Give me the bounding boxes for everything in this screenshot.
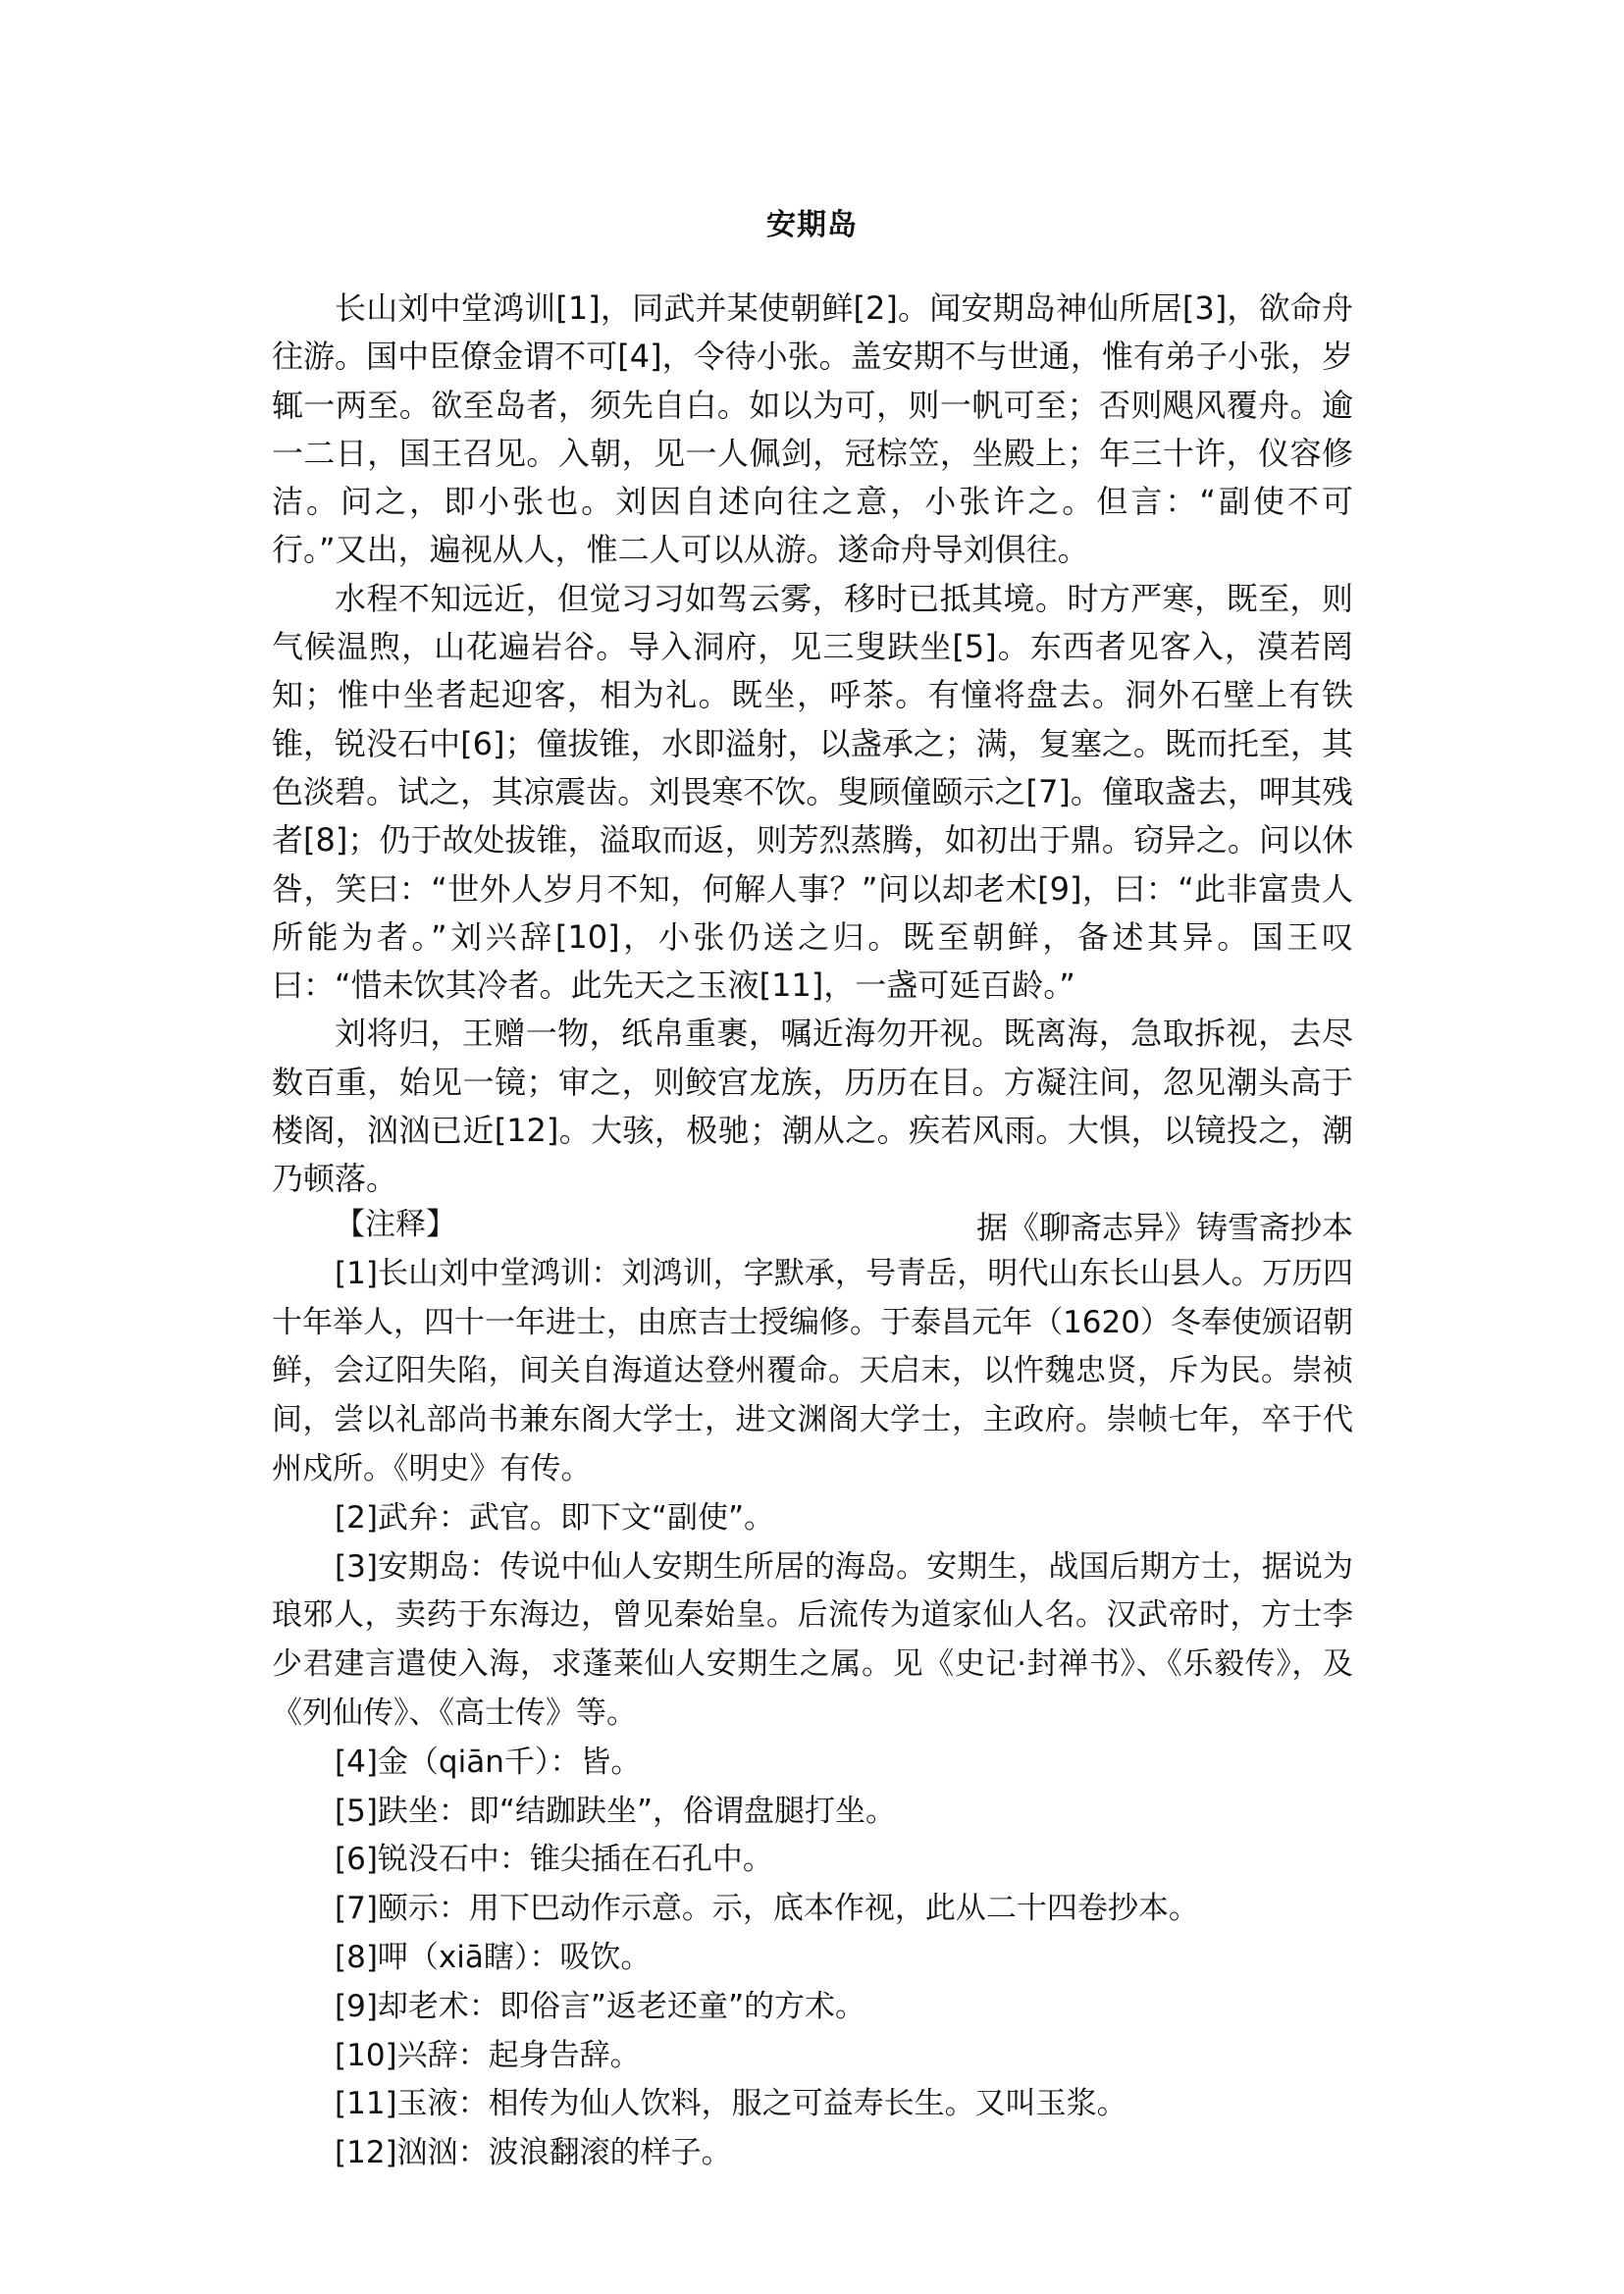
note-item-11: [11]玉液：相传为仙人饮料，服之可益寿长生。又叫玉浆。 xyxy=(335,2086,1127,2122)
note-item-3: [3]安期岛：传说中仙人安期生所居的海岛。安期生，战国后期方士，据说为琅邪人，卖药于东海边，曾见秦始皇。后流传为道家仙人名。汉武帝时，方士李少君建言遣使入海，求蓬莱仙人安期生之属。见《史记·封禅书》、《乐毅传》，及《列仙传》、《高士传》等。 xyxy=(272,1548,1353,1731)
story-paragraph-3: 刘将归，王赠一物，纸帛重裹，嘱近海勿开视。既离海，急取拆视，去尽数百重，始见一镜；审之，则鲛宫龙族，历历在目。方凝注间，忽见潮头高于楼阁，汹汹已近[12]。大骇，极驰；潮从之。疾若风雨。大惧，以镜投之，潮乃顿落。 xyxy=(272,1015,1353,1198)
note-item-8: [8]呷（xiā瞎）：吸饮。 xyxy=(335,1939,652,1975)
note-item-10: [10]兴辞：起身告辞。 xyxy=(335,2037,641,2073)
story-paragraph-1: 长山刘中堂鸿训[1]，同武并某使朝鲜[2]。闻安期岛神仙所居[3]，欲命舟往游。国中臣僚金谓不可[4]，令待小张。盖安期不与世通，惟有弟子小张，岁辄一两至。欲至岛者，须先自白。如以为可，则一帆可至；否则飓风覆舟。逾一二日，国王召见。入朝，见一人佩剑，冠棕笠，坐殿上；年三十许，仪容修洁。问之，即小张也。刘因自述向往之意，小张许之。但言：“副使不可行。”又出，遍视从人，惟二人可以从游。遂命舟导刘俱往。 xyxy=(272,289,1353,569)
story-paragraph-2: 水程不知远近，但觉习习如驾云雾，移时已抵其境。时方严寒，既至，则气候温煦，山花遍岩谷。导入洞府，见三叟趺坐[5]。东西者见客入，漠若罔知；惟中坐者起迎客，相为礼。既坐，呼茶。有憧将盘去。洞外石壁上有铁锥，锐没石中[6]；僮拔锥，水即溢射，以盏承之；满，复塞之。既而托至，其色淡碧。试之，其凉震齿。刘畏寒不饮。叟顾僮颐示之[7]。僮取盏去，呷其残者[8]；仍于故处拔锥，溢取而返，则芳烈蒸腾，如初出于鼎。窃异之。问以休咎，笑曰：“世外人岁月不知，何解人事？”问以却老术[9]，曰：“此非富贵人所能为者。”刘兴辞[10]，小张仍送之归。既至朝鲜，备述其异。国王叹曰：“惜未饮其冷者。此先天之玉液[11]，一盏可延百龄。” xyxy=(272,579,1353,1005)
notes-section xyxy=(272,1201,1353,2178)
note-item-1: [1]长山刘中堂鸿训：刘鸿训，字默承，号青岳，明代山东长山县人。万历四十年举人，四十一年进士，由庶吉士授编修。于泰昌元年（1620）冬奉使颁诏朝鲜，会辽阳失陷，间关自海道达登州覆命。天启末，以忤魏忠贤，斥为民。崇祯间，尝以礼部尚书兼东阁大学士，进文渊阁大学士，主政府。崇帧七年，卒于代州戍所。《明史》有传。 xyxy=(272,1255,1353,1486)
source-citation: 据《聊斋志异》铸雪斋抄本 xyxy=(975,1208,1353,1246)
story-body xyxy=(272,285,1353,1252)
note-item-12: [12]汹汹：波浪翻滚的样子。 xyxy=(335,2135,732,2171)
note-item-9: [9]却老术：即俗言”返老还童”的方术。 xyxy=(335,1988,866,2024)
note-item-4: [4]金（qiān千）：皆。 xyxy=(335,1744,642,1780)
note-item-7: [7]颐示：用下巴动作示意。示，底本作视，此从二十四卷抄本。 xyxy=(335,1891,1199,1927)
note-item-6: [6]锐没石中：锥尖插在石孔中。 xyxy=(335,1842,773,1878)
note-item-2: [2]武弁：武官。即下文“副使”。 xyxy=(335,1499,775,1536)
notes-heading: 【注释】 xyxy=(335,1207,456,1242)
note-item-5: [5]趺坐：即“结跏趺坐”，俗谓盘腿打坐。 xyxy=(335,1793,897,1829)
document-title: 安期岛 xyxy=(766,208,858,242)
